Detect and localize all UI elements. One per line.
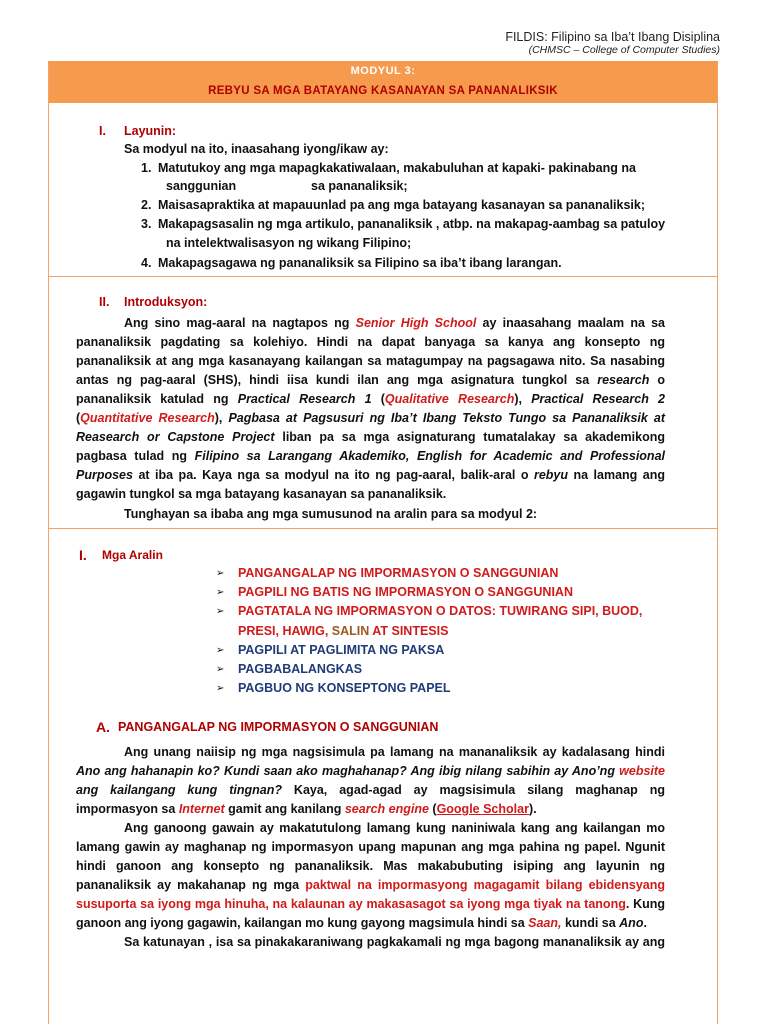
section-a-line: ganoon ang iyong gagawin, kailangan mo kung gayong magsimula hindi sa Saan, kundi sa Ano. [76, 916, 647, 930]
lesson-item-cont: PRESI, HAWIG, SALIN AT SINTESIS [238, 624, 449, 638]
objective-text-cont: sanggunian [166, 179, 237, 193]
lesson-item: PAGPILI NG BATIS NG IMPORMASYON O SANGGUNIAN [238, 585, 573, 599]
objective-text-cont: na intelektwalisasyon ng wikang Filipino; [166, 236, 412, 250]
intro-line: Purposes at iba pa. Kaya nga sa modyul na ito ng pag-aaral, balik-aral o rebyu na lamang ang [76, 468, 665, 482]
layunin-numeral: I. [99, 124, 106, 138]
intro-line: Reasearch or Capstone Project liban pa sa mga asignaturang tumatalakay sa akademikong [76, 430, 665, 444]
objective-text-cont: sa pananaliksik; [311, 179, 408, 193]
objective-text: Maisasapraktika at mapauunlad pa ang mga batayang kasanayan sa pananaliksik; [158, 198, 646, 212]
aralin-heading: Mga Aralin [102, 548, 163, 562]
intro-line: (Quantitative Research), Pagbasa at Pagsusuri ng Iba’t Ibang Teksto Tungo sa Pananaliksik at [76, 411, 666, 425]
objective-number: 2. [141, 198, 152, 212]
module-banner [49, 61, 717, 103]
bullet-arrow-icon: ➢ [216, 587, 225, 598]
section-a-line: lamang gawin ay maghanap ng impormasyon upang mapunan ang mga pahina ng papel. Ngunit [76, 840, 665, 854]
bullet-arrow-icon: ➢ [216, 606, 225, 617]
course-title: FILDIS: Filipino sa Iba’t Ibang Disiplina [505, 30, 720, 44]
section-divider [49, 276, 717, 277]
intro-line: Ang sino mag-aaral na nagtapos ng Senior High School ay inaasahang maalam na sa [124, 316, 665, 330]
bullet-arrow-icon: ➢ [216, 664, 225, 675]
lesson-item: PANGANGALAP NG IMPORMASYON O SANGGUNIAN [238, 566, 559, 580]
bullet-arrow-icon: ➢ [216, 683, 225, 694]
intro-line: pagbasa tulad ng Filipino sa Larangang Akademiko, English for Academic and Professional [76, 449, 665, 463]
lesson-item: PAGBUO NG KONSEPTONG PAPEL [238, 681, 451, 695]
lesson-item: PAGTATALA NG IMPORMASYON O DATOS: TUWIRANG SIPI, BUOD, [238, 604, 643, 618]
intro-heading: Introduksyon: [124, 295, 208, 309]
objective-number: 1. [141, 161, 152, 175]
section-a-line: impormasyon sa Internet gamit ang kanilang search engine (Google Scholar). [76, 802, 537, 816]
module-title: REBYU SA MGA BATAYANG KASANAYAN SA PANANALIKSIK [208, 85, 558, 97]
intro-line: pananaliksik at ang mga kasanayang kailangan sa matagumpay na pagsagawa nito. Sa nasabing [76, 354, 665, 368]
layunin-intro: Sa modyul na ito, inaasahang iyong/ikaw ay: [124, 142, 389, 156]
section-a-line: susuporta sa iyong mga hinuha, na kalaunan ay makasasagot sa iyong mga tiyak na tanong. Kung [76, 897, 665, 911]
objective-text: Makapagsasalin ng mga artikulo, pananaliksik , atbp. na makapag-aambag sa patuloy [158, 217, 666, 231]
layunin-heading: Layunin: [124, 124, 177, 138]
objective-text: Makapagsagawa ng pananaliksik sa Filipino sa iba’t ibang larangan. [158, 256, 562, 270]
intro-p2: Tunghayan sa ibaba ang mga sumusunod na aralin para sa modyul 2: [124, 507, 538, 521]
section-a-line: ang kailangang kung tingnan? Kaya, agad-agad ay magsisimula silang maghanap ng [76, 783, 665, 797]
module-number: MODYUL 3: [350, 65, 416, 77]
intro-line: pananaliksik katulad ng Practical Research 1 (Qualitative Research), Practical Research 2 [76, 392, 665, 406]
section-divider [49, 528, 717, 529]
intro-numeral: II. [99, 295, 110, 309]
objective-number: 3. [141, 217, 152, 231]
objective-number: 4. [141, 256, 152, 270]
section-a-heading: PANGANGALAP NG IMPORMASYON O SANGGUNIAN [118, 720, 439, 734]
intro-line: pananaliksik pagdating sa kolehiyo. Hindi na dapat banyaga sa kanya ang konsepto ng [76, 335, 665, 349]
lesson-item: PAGPILI AT PAGLIMITA NG PAKSA [238, 643, 445, 657]
bullet-arrow-icon: ➢ [216, 568, 225, 579]
college-name: (CHMSC – College of Computer Studies) [528, 44, 720, 56]
module-frame [48, 61, 718, 1024]
section-a-line: pananaliksik ay makahanap ng mga paktwal na impormasyong magagamit bilang ebidensyang [76, 878, 666, 892]
section-a-letter: A. [96, 719, 110, 735]
objective-text: Matutukoy ang mga mapagkakatiwalaan, makabuluhan at kapaki- pakinabang na [158, 161, 636, 175]
section-a-line: Ang ganoong gawain ay makatutulong lamang kung naniniwala kang ang kailangan mo [124, 821, 665, 835]
intro-line: antas ng pag-aaral (SHS), hindi iisa kundi ilan ang mga asignatura tungkol sa research o [76, 373, 665, 387]
section-a-line: Ano ang hahanapin ko? Kundi saan ako maghahanap? Ang ibig nilang sabihin ay Ano’ng website [76, 764, 665, 778]
section-a-line: hindi ganoon ang konsepto ng pananaliksik. Mas makabubuting isiping ang layunin ng [76, 859, 665, 873]
bullet-arrow-icon: ➢ [216, 645, 225, 656]
intro-line: gagawin tungkol sa mga batayang kasanayan sa pananaliksik. [76, 487, 447, 501]
aralin-numeral: I. [79, 547, 87, 563]
lesson-item: PAGBABALANGKAS [238, 662, 363, 676]
section-a-line: Ang unang naiisip ng mga nagsisimula pa lamang na mananaliksik ay kadalasang hindi [124, 745, 665, 759]
section-a-line: Sa katunayan , isa sa pinakakaraniwang pagkakamali ng mga bagong mananaliksik ay ang [124, 935, 665, 949]
